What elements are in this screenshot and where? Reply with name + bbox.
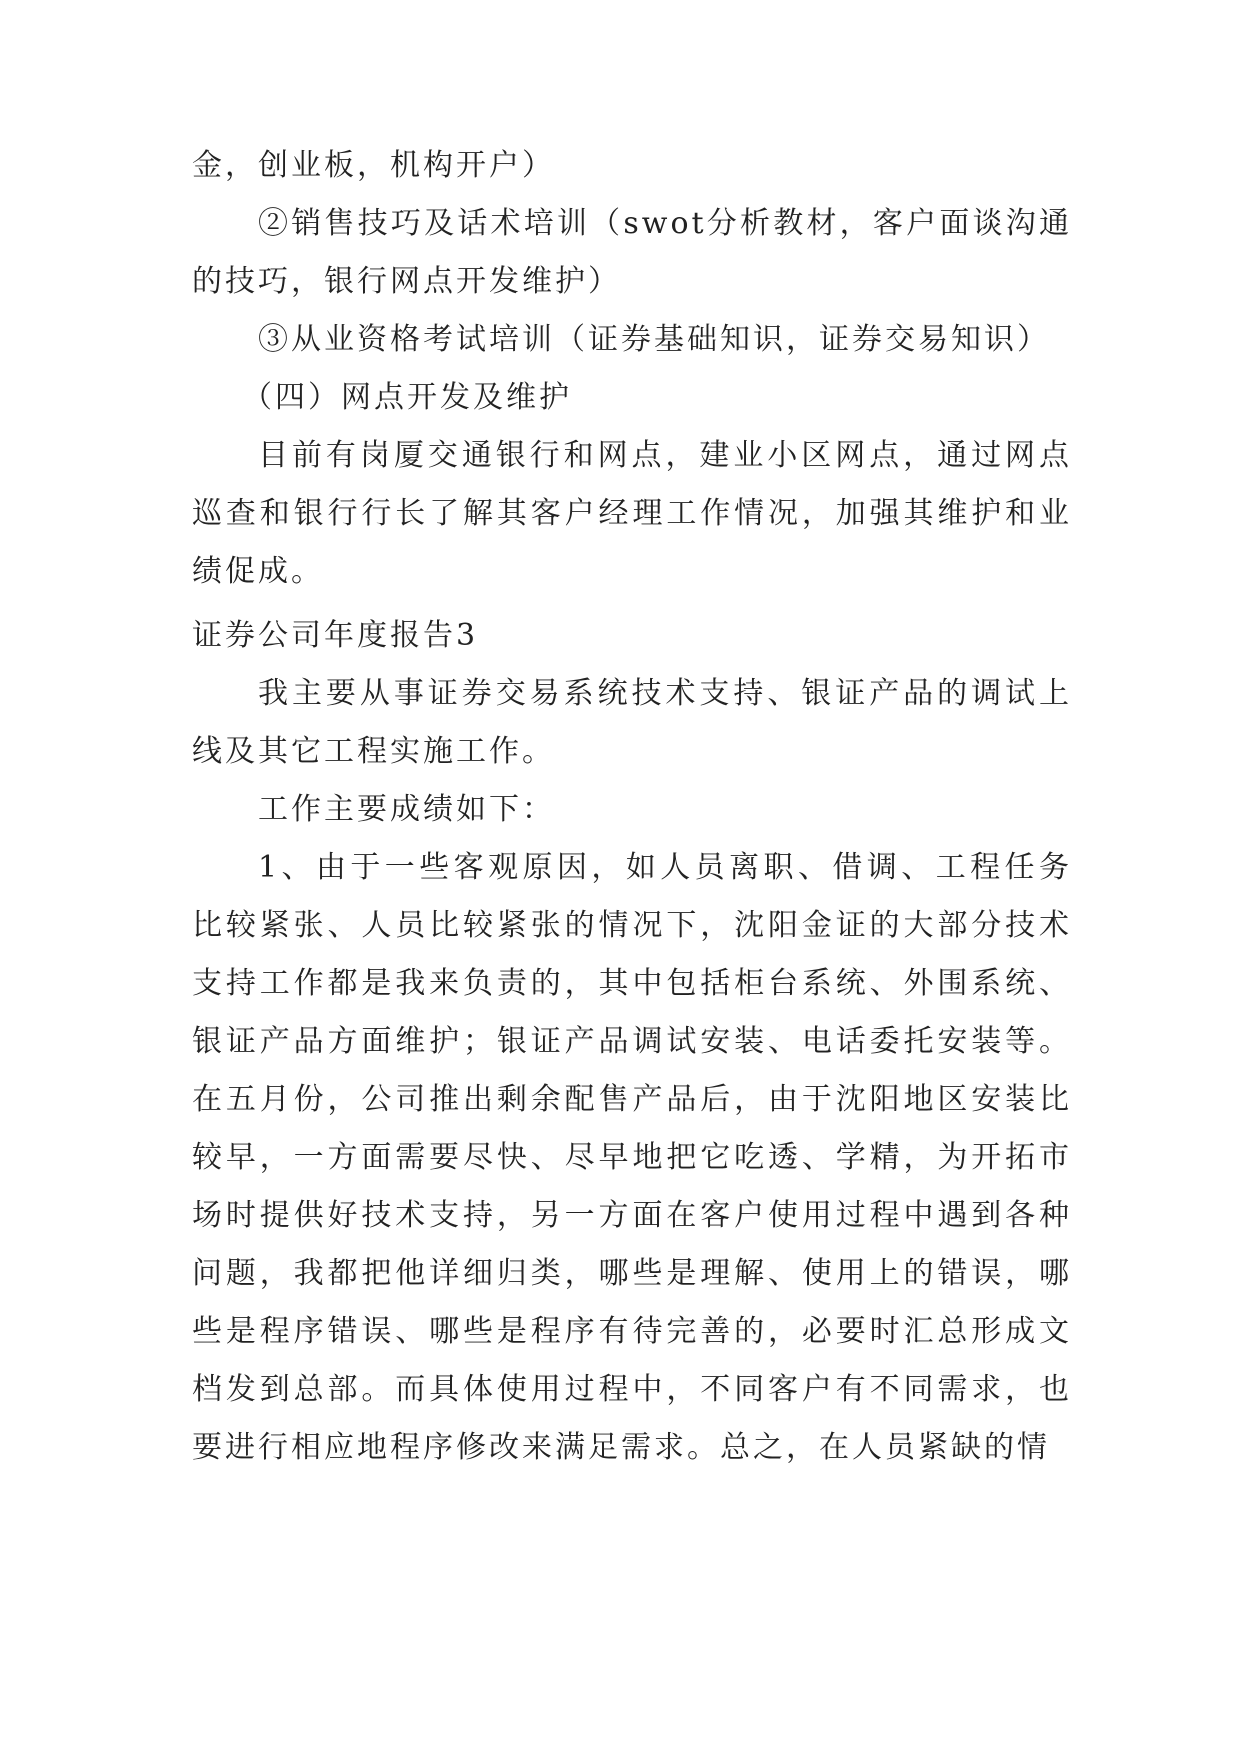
section-heading: 证券公司年度报告3 (192, 618, 479, 653)
section-previous (192, 137, 1072, 601)
paragraph-sales-training: ②销售技巧及话术培训（swot分析教材，客户面谈沟通的技巧，银行网点开发维护） (192, 206, 1072, 299)
paragraph-role: 我主要从事证券交易系统技术支持、银证产品的调试上线及其它工程实施工作。 (192, 676, 1072, 769)
paragraph-achievement-1: 1、由于一些客观原因，如人员离职、借调、工程任务比较紧张、人员比较紧张的情况下，沈阳金证的大部分技术支持工作都是我来负责的，其中包括柜台系统、外围系统、银证产品方面维护；银证产品调试安装、电话委托安装等。在五月份，公司推出剩余配售产品后，由于沈阳地区安装比较早，一方面需要尽快、尽早地把它吃透、学精，为开拓市场时提供好技术支持，另一方面在客户使用过程中遇到各种问题，我都把他详细归类，哪些是理解、使用上的错误，哪些是程序错误、哪些是程序有待完善的，必要时汇总形成文档发到总部。而具体使用过程中，不同客户有不同需求，也要进行相应地程序修改来满足需求。总之，在人员紧缺的情 (192, 850, 1072, 1465)
paragraph-exam-training: ③从业资格考试培训（证券基础知识，证券交易知识） (258, 322, 1050, 357)
section-report-3 (192, 607, 1072, 1477)
subheading-branch-development: （四）网点开发及维护 (242, 380, 572, 415)
paragraph-continuation: 金，创业板，机构开户） (192, 148, 555, 183)
paragraph-branch-status: 目前有岗厦交通银行和网点，建业小区网点，通过网点巡查和银行行长了解其客户经理工作情况，加强其维护和业绩促成。 (192, 438, 1072, 589)
paragraph-achievements-intro: 工作主要成绩如下： (258, 792, 555, 827)
